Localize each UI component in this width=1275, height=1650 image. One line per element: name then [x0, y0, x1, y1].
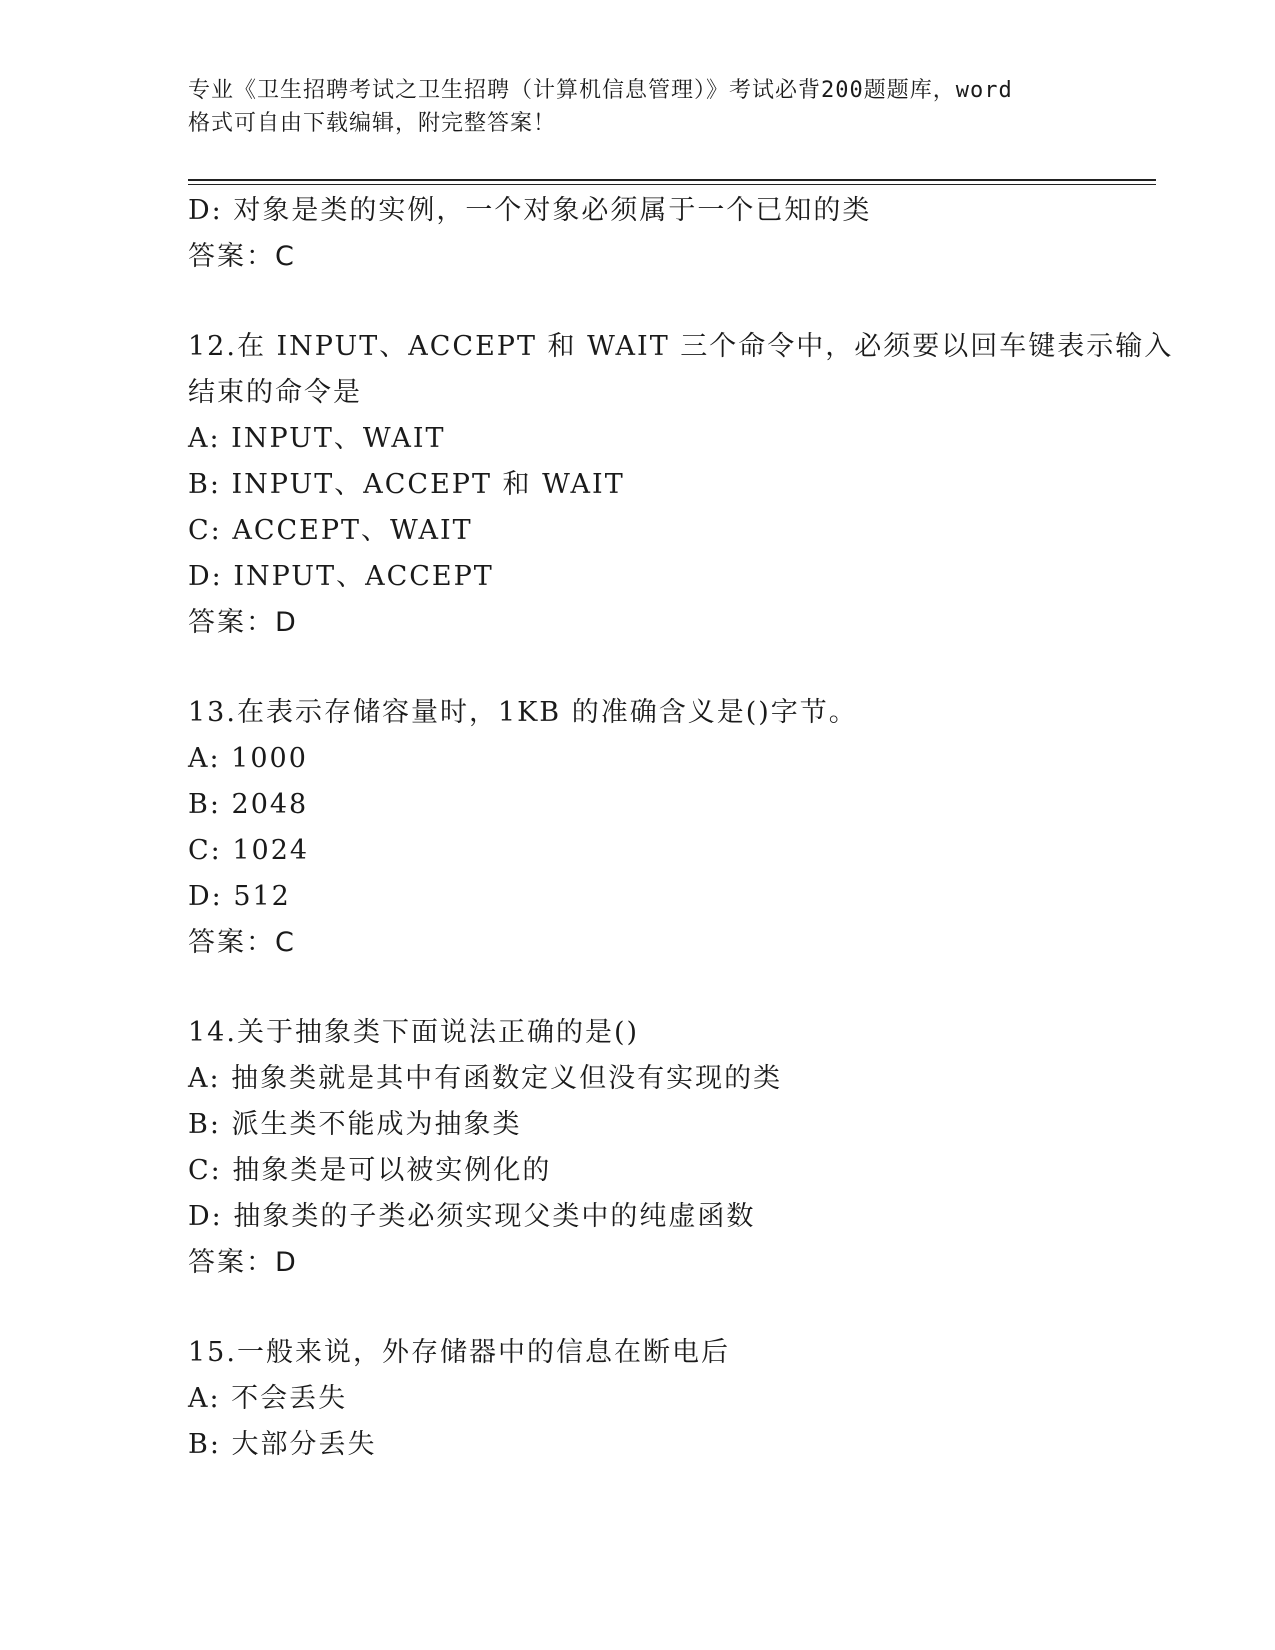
answer: 答案：C [188, 927, 296, 958]
question-12 [188, 324, 1174, 646]
spacer [188, 1286, 1108, 1330]
spacer [188, 280, 1108, 324]
option-a: A: INPUT、WAIT [188, 423, 446, 454]
option-b: B: 派生类不能成为抽象类 [188, 1109, 522, 1140]
header-divider-thin [188, 184, 1156, 185]
question-stem: 15.一般来说，外存储器中的信息在断电后 [188, 1337, 730, 1368]
answer: 答案：D [188, 1247, 298, 1278]
header-line-1: 专业《卫生招聘考试之卫生招聘（计算机信息管理）》考试必背200题题库，word [188, 78, 1013, 103]
document-header [188, 74, 1088, 140]
question-14 [188, 1010, 1108, 1286]
header-divider-thick [188, 179, 1156, 181]
question-stem-continued: 结束的命令是 [188, 377, 362, 408]
header-line-2: 格式可自由下载编辑，附完整答案！ [188, 111, 557, 136]
option-c: C: ACCEPT、WAIT [188, 515, 473, 546]
option-b: B: 大部分丢失 [188, 1429, 377, 1460]
option-b: B: INPUT、ACCEPT 和 WAIT [188, 469, 625, 500]
question-15 [188, 1330, 1108, 1468]
question-13 [188, 690, 1108, 966]
option-a: A: 抽象类就是其中有函数定义但没有实现的类 [188, 1063, 783, 1094]
option-a: A: 1000 [188, 743, 308, 774]
option-d: D: 抽象类的子类必须实现父类中的纯虚函数 [188, 1201, 756, 1232]
option-d: D: INPUT、ACCEPT [188, 561, 494, 592]
answer: 答案：C [188, 241, 296, 272]
option-c: C: 1024 [188, 835, 310, 866]
option-c: C: 抽象类是可以被实例化的 [188, 1155, 552, 1186]
question-stem: 14.关于抽象类下面说法正确的是() [188, 1017, 640, 1048]
question-stem: 12.在 INPUT、ACCEPT 和 WAIT 三个命令中，必须要以回车键表示输入 [188, 331, 1174, 362]
question-11-tail [188, 188, 1108, 280]
option-b: B: 2048 [188, 789, 309, 820]
question-content [188, 188, 1174, 1468]
option-a: A: 不会丢失 [188, 1383, 348, 1414]
option-d: D: 对象是类的实例，一个对象必须属于一个已知的类 [188, 195, 872, 226]
answer: 答案：D [188, 607, 298, 638]
spacer [188, 646, 1108, 690]
option-d: D: 512 [188, 881, 291, 912]
spacer [188, 966, 1108, 1010]
question-stem: 13.在表示存储容量时，1KB 的准确含义是()字节。 [188, 697, 858, 728]
